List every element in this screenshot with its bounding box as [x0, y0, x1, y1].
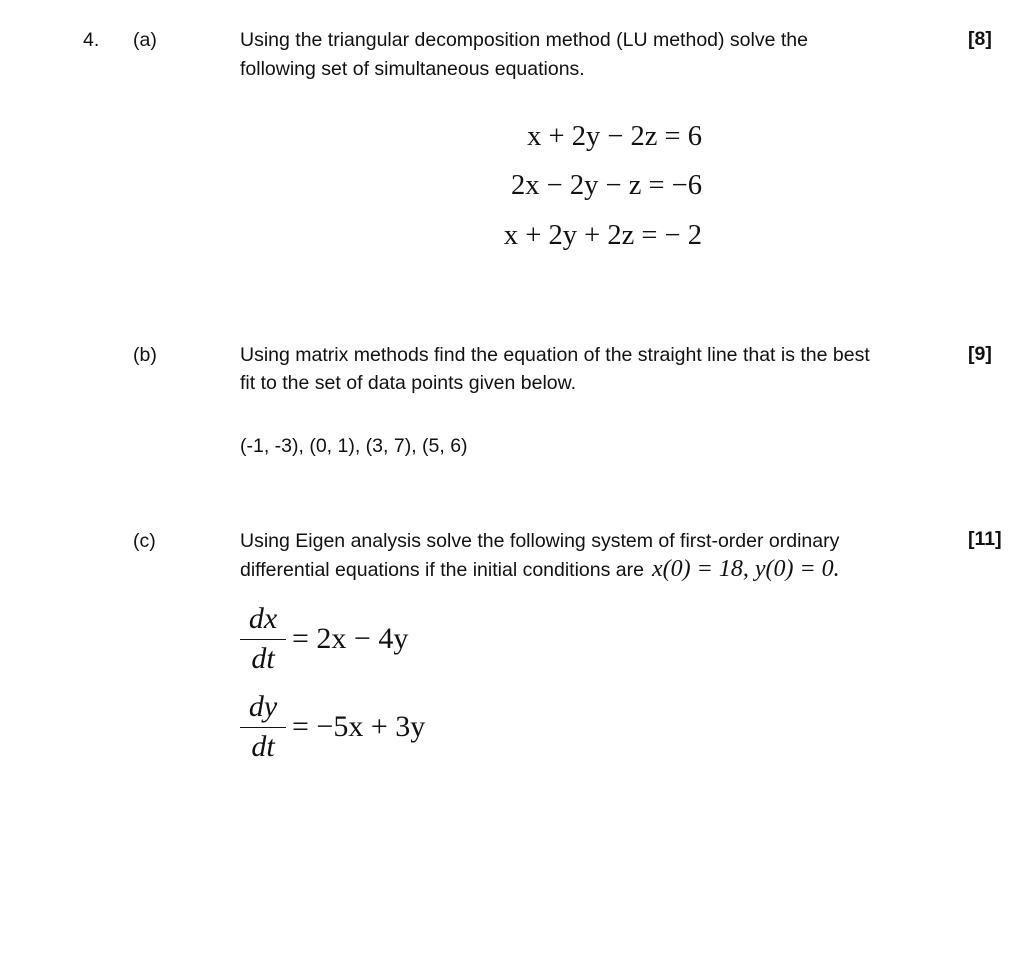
equation-3: x + 2y + 2z = − 2: [503, 220, 702, 251]
ode-2-numerator: dy: [248, 689, 278, 723]
ode-1: [240, 598, 408, 680]
fraction-bar: [240, 727, 286, 729]
part-c-text-line2: differential equations if the initial conditions are: [240, 559, 644, 581]
part-b-label: (b): [133, 344, 157, 366]
ode-2-rhs: = −5x + 3y: [292, 710, 426, 743]
part-b-marks: [9]: [968, 343, 992, 365]
ode-1-numerator: dx: [248, 601, 278, 635]
question-number: 4.: [83, 29, 100, 51]
ode-2-denominator: dt: [251, 730, 275, 764]
part-b-text-line2: fit to the set of data points given below.: [240, 372, 577, 394]
equation-2: 2x − 2y − z = −6: [511, 170, 702, 201]
part-c-marks: [11]: [968, 528, 1002, 550]
ode-1-rhs: = 2x − 4y: [292, 622, 409, 655]
ode-2-fraction: [240, 690, 286, 765]
part-a-marks: [8]: [968, 28, 992, 50]
part-c-label: (c): [133, 530, 156, 552]
data-points: (-1, -3), (0, 1), (3, 7), (5, 6): [240, 435, 468, 457]
ode-2: [240, 686, 425, 768]
initial-conditions: x(0) = 18, y(0) = 0.: [651, 556, 840, 582]
part-a-text-line1: Using the triangular decomposition method (LU method) solve the: [240, 29, 808, 51]
part-a-text-line2: following set of simultaneous equations.: [240, 58, 585, 80]
part-a-label: (a): [133, 29, 157, 51]
ode-1-denominator: dt: [251, 642, 275, 676]
fraction-bar: [240, 639, 286, 641]
ode-1-fraction: [240, 602, 286, 677]
part-c-text-line2-row: [240, 556, 840, 584]
part-b-text-line1: Using matrix methods find the equation of the straight line that is the best: [240, 344, 870, 366]
part-c-text-line1: Using Eigen analysis solve the following system of first-order ordinary: [240, 530, 840, 552]
equation-1: x + 2y − 2z = 6: [527, 121, 702, 152]
